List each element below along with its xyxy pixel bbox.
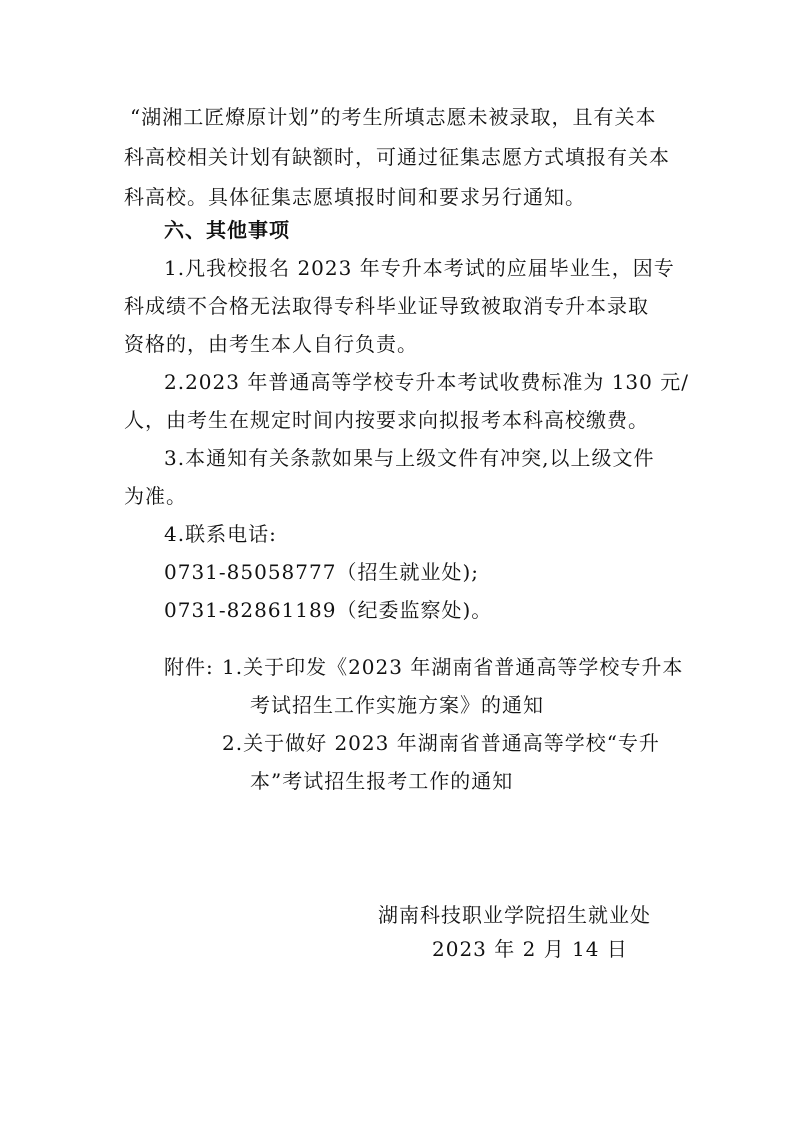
- attachment-2-line: 本”考试招生报考工作的通知: [250, 769, 514, 793]
- signature-date: 2023 年 2 月 14 日: [432, 937, 628, 961]
- attachments-label: 附件:: [164, 655, 214, 679]
- contact-phone-admissions: 0731-85058777（招生就业处);: [164, 560, 479, 584]
- item-2-line: 2.2023 年普通高等学校专升本考试收费标准为 130 元/: [164, 370, 689, 394]
- attachment-1-line: 1.关于印发《2023 年湖南省普通高等学校专升本: [222, 655, 684, 679]
- attachment-1-line: 考试招生工作实施方案》的通知: [250, 693, 544, 717]
- signature-org: 湖南科技职业学院招生就业处: [378, 903, 651, 927]
- item-1-line: 1.凡我校报名 2023 年专升本考试的应届毕业生，因专: [164, 256, 675, 280]
- contact-label: 4.联系电话:: [164, 522, 277, 546]
- paragraph-line: “湖湘工匠燎原计划”的考生所填志愿未被录取，且有关本: [130, 105, 657, 129]
- paragraph-line: 科高校相关计划有缺额时，可通过征集志愿方式填报有关本: [124, 145, 670, 169]
- item-2-line: 人，由考生在规定时间内按要求向拟报考本科高校缴费。: [124, 408, 649, 432]
- section-heading: 六、其他事项: [164, 218, 290, 242]
- paragraph-line: 科高校。具体征集志愿填报时间和要求另行通知。: [124, 185, 586, 209]
- item-3-line: 为准。: [124, 484, 187, 508]
- item-3-line: 3.本通知有关条款如果与上级文件有冲突,以上级文件: [164, 446, 655, 470]
- attachment-2-line: 2.关于做好 2023 年湖南省普通高等学校“专升: [222, 731, 660, 755]
- item-1-line: 科成绩不合格无法取得专科毕业证导致被取消专升本录取: [124, 294, 649, 318]
- item-1-line: 资格的，由考生本人自行负责。: [124, 332, 418, 356]
- contact-phone-discipline: 0731-82861189（纪委监察处)。: [164, 598, 493, 622]
